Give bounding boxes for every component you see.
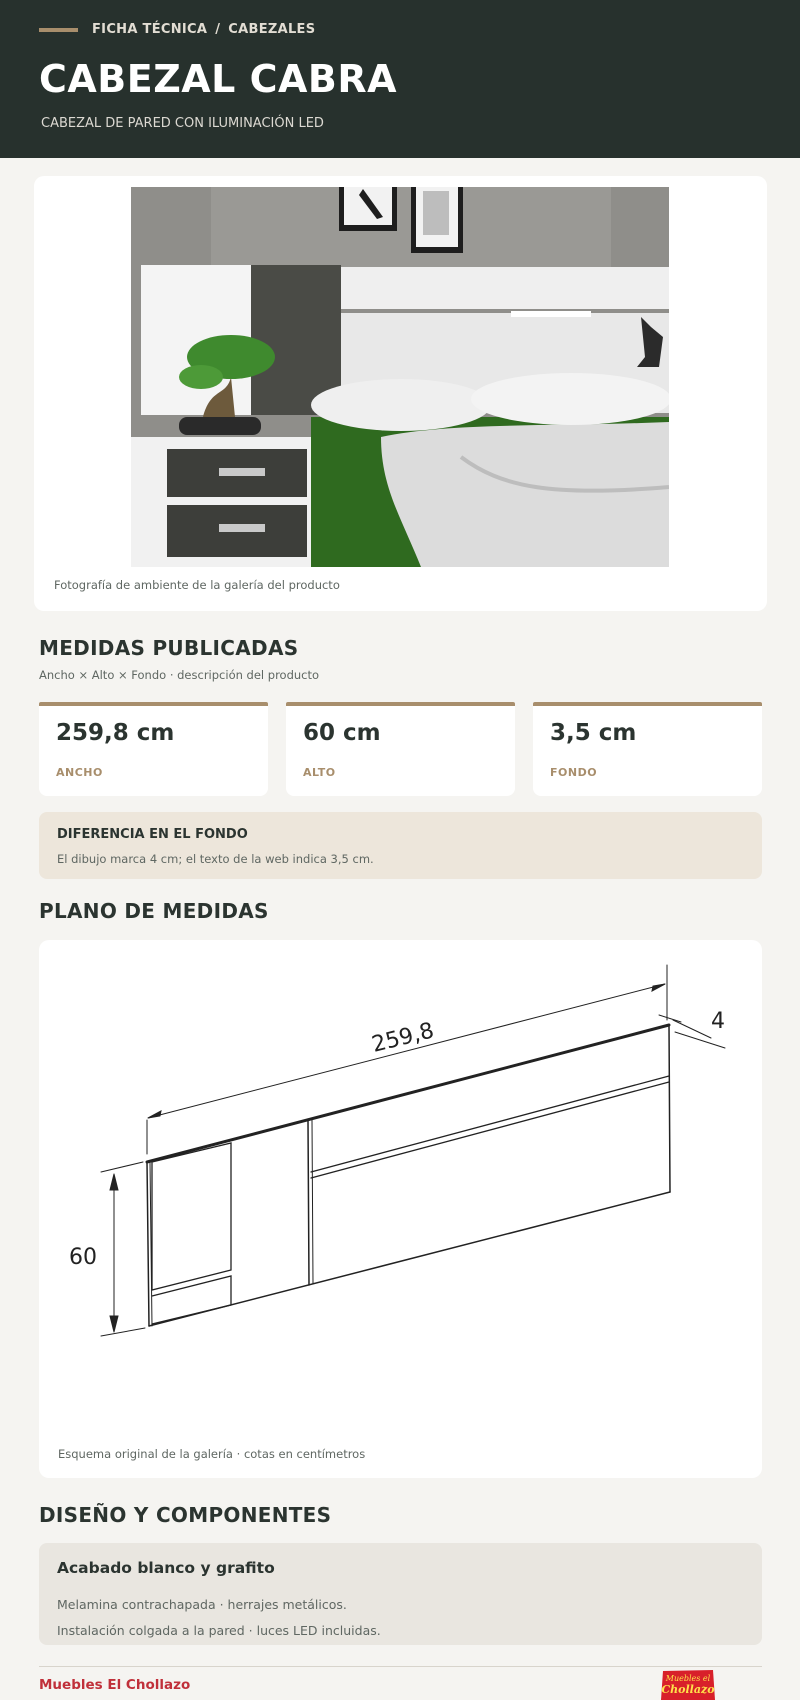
depth-note bbox=[39, 812, 762, 879]
photo-card bbox=[34, 176, 767, 611]
components-line-2: Instalación colgada a la pared · luces LED incluidas. bbox=[57, 1623, 381, 1638]
breadcrumb bbox=[39, 22, 315, 37]
measures-heading: MEDIDAS PUBLICADAS bbox=[39, 636, 299, 660]
logo-text-main: Chollazo bbox=[661, 1683, 715, 1696]
note-body: El dibujo marca 4 cm; el texto de la web indica 3,5 cm. bbox=[57, 852, 374, 866]
stat-card-ancho bbox=[39, 702, 268, 796]
stat-value: 3,5 cm bbox=[550, 720, 637, 746]
stat-value: 259,8 cm bbox=[56, 720, 175, 746]
components-title: Acabado blanco y grafito bbox=[57, 1559, 275, 1577]
dim-height-label: 60 bbox=[69, 1245, 97, 1270]
page-header bbox=[0, 0, 800, 158]
photo-caption: Fotografía de ambiente de la galería del producto bbox=[54, 578, 340, 592]
note-title: DIFERENCIA EN EL FONDO bbox=[57, 827, 248, 842]
measures-subheading: Ancho × Alto × Fondo · descripción del producto bbox=[39, 668, 320, 682]
dim-width-label: 259,8 bbox=[369, 1018, 437, 1058]
stat-label: FONDO bbox=[550, 766, 598, 779]
logo-text-top: Muebles el bbox=[665, 1674, 711, 1683]
dimension-drawing[interactable] bbox=[39, 940, 762, 1478]
stat-card-alto bbox=[286, 702, 515, 796]
stat-label: ALTO bbox=[303, 766, 336, 779]
breadcrumb-item-ficha[interactable]: FICHA TÉCNICA bbox=[92, 22, 208, 37]
breadcrumb-separator: / bbox=[215, 22, 221, 37]
stat-value: 60 cm bbox=[303, 720, 381, 746]
plan-heading: PLANO DE MEDIDAS bbox=[39, 899, 269, 923]
plan-caption: Esquema original de la galería · cotas en centímetros bbox=[58, 1447, 366, 1461]
stat-card-fondo bbox=[533, 702, 762, 796]
brand-logo[interactable] bbox=[660, 1669, 716, 1700]
footer-divider bbox=[39, 1666, 762, 1667]
breadcrumb-item-cabezales[interactable]: CABEZALES bbox=[228, 22, 316, 37]
plan-card bbox=[39, 940, 762, 1478]
components-card bbox=[39, 1543, 762, 1645]
stat-label: ANCHO bbox=[56, 766, 103, 779]
page-subtitle: CABEZAL DE PARED CON ILUMINACIÓN LED bbox=[41, 116, 324, 131]
components-heading: DISEÑO Y COMPONENTES bbox=[39, 1503, 332, 1527]
accent-bar bbox=[39, 28, 78, 32]
page-title: CABEZAL CABRA bbox=[39, 57, 398, 101]
footer-brand[interactable]: Muebles El Chollazo bbox=[39, 1677, 191, 1693]
product-photo[interactable] bbox=[131, 187, 669, 567]
components-line-1: Melamina contrachapada · herrajes metálicos. bbox=[57, 1597, 347, 1612]
dim-depth-label: 4 bbox=[711, 1009, 725, 1034]
